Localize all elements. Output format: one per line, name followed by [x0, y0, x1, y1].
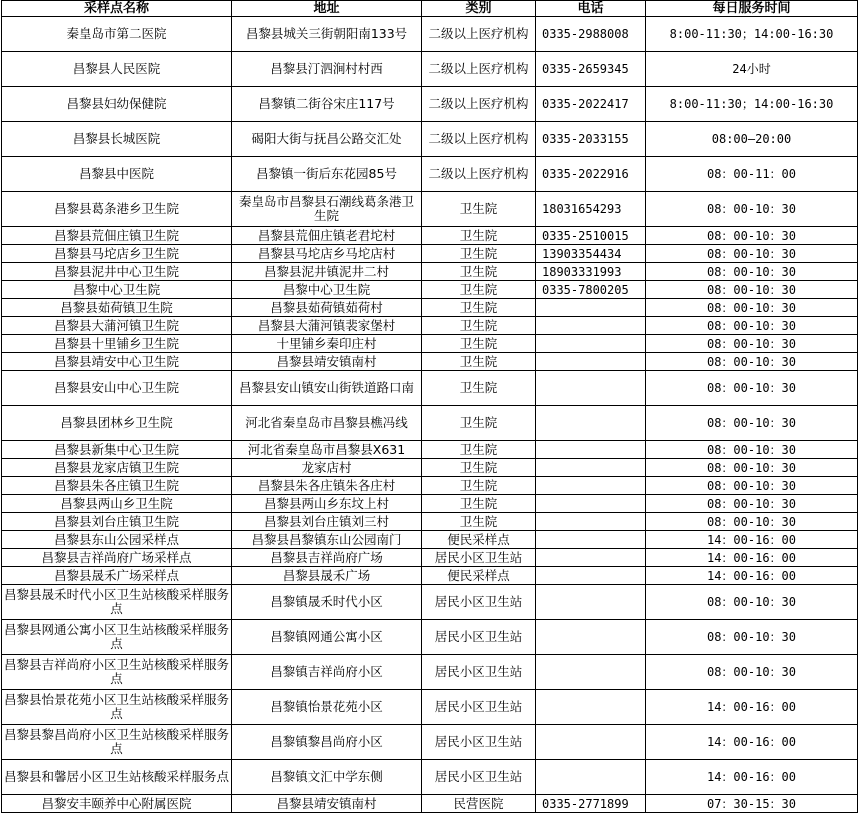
cell-phone: [536, 760, 646, 795]
cell-name: 昌黎县朱各庄镇卫生院: [2, 477, 232, 495]
table-row: [2, 760, 858, 795]
cell-hours: 08：00-10：30: [646, 299, 858, 317]
cell-type: 卫生院: [422, 192, 536, 227]
table-row: [2, 406, 858, 441]
table-row: [2, 263, 858, 281]
cell-hours: 14：00-16：00: [646, 690, 858, 725]
cell-hours: 08：00-11：00: [646, 157, 858, 192]
cell-name: 昌黎县大蒲河镇卫生院: [2, 317, 232, 335]
cell-name: 昌黎县人民医院: [2, 52, 232, 87]
cell-phone: 0335-2988008: [536, 17, 646, 52]
table-row: [2, 335, 858, 353]
cell-name: 昌黎县长城医院: [2, 122, 232, 157]
cell-type: 便民采样点: [422, 567, 536, 585]
cell-phone: [536, 371, 646, 406]
cell-phone: [536, 459, 646, 477]
sampling-sites-table: [1, 0, 858, 813]
cell-phone: [536, 567, 646, 585]
cell-type: 二级以上医疗机构: [422, 52, 536, 87]
cell-address: 昌黎镇一街后东花园85号: [232, 157, 422, 192]
cell-name: 昌黎县茹荷镇卫生院: [2, 299, 232, 317]
cell-phone: 13903354434: [536, 245, 646, 263]
cell-hours: 8:00-11:30；14:00-16:30: [646, 17, 858, 52]
cell-phone: [536, 353, 646, 371]
cell-type: 民营医院: [422, 795, 536, 813]
cell-address: 昌黎县靖安镇南村: [232, 795, 422, 813]
header-row: [2, 1, 858, 17]
cell-phone: [536, 585, 646, 620]
cell-phone: 0335-7800205: [536, 281, 646, 299]
cell-name: 昌黎县十里铺乡卫生院: [2, 335, 232, 353]
cell-address: 秦皇岛市昌黎县石潮线葛条港卫生院: [232, 192, 422, 227]
cell-hours: 08：00-10：30: [646, 655, 858, 690]
cell-hours: 08：00-10：30: [646, 495, 858, 513]
cell-hours: 08:00—20:00: [646, 122, 858, 157]
table-row: [2, 52, 858, 87]
cell-phone: [536, 495, 646, 513]
cell-address: 昌黎县安山镇安山街铁道路口南: [232, 371, 422, 406]
cell-hours: 08：00-10：30: [646, 227, 858, 245]
cell-name: 昌黎县黎昌尚府小区卫生站核酸采样服务点: [2, 725, 232, 760]
cell-address: 昌黎县马坨店乡马坨店村: [232, 245, 422, 263]
cell-address: 昌黎镇网通公寓小区: [232, 620, 422, 655]
cell-type: 二级以上医疗机构: [422, 122, 536, 157]
cell-address: 昌黎县晟禾广场: [232, 567, 422, 585]
cell-type: 卫生院: [422, 441, 536, 459]
table-row: [2, 620, 858, 655]
table-row: [2, 477, 858, 495]
cell-name: 昌黎县两山乡卫生院: [2, 495, 232, 513]
cell-address: 昌黎县泥井镇泥井二村: [232, 263, 422, 281]
header-address: 地址: [232, 1, 422, 17]
cell-hours: 08：00-10：30: [646, 317, 858, 335]
cell-address: 昌黎县荒佃庄镇老君坨村: [232, 227, 422, 245]
cell-name: 昌黎县晟禾时代小区卫生站核酸采样服务点: [2, 585, 232, 620]
cell-hours: 14：00-16：00: [646, 725, 858, 760]
cell-address: 昌黎县汀泗涧村村西: [232, 52, 422, 87]
table-row: [2, 245, 858, 263]
cell-type: 二级以上医疗机构: [422, 17, 536, 52]
cell-name: 昌黎县荒佃庄镇卫生院: [2, 227, 232, 245]
cell-address: 昌黎县朱各庄镇朱各庄村: [232, 477, 422, 495]
cell-name: 昌黎县靖安中心卫生院: [2, 353, 232, 371]
cell-phone: [536, 477, 646, 495]
header-phone: 电话: [536, 1, 646, 17]
cell-address: 昌黎镇二街谷宋庄117号: [232, 87, 422, 122]
cell-type: 卫生院: [422, 371, 536, 406]
cell-hours: 08：00-10：30: [646, 585, 858, 620]
table-row: [2, 441, 858, 459]
cell-type: 卫生院: [422, 227, 536, 245]
cell-type: 居民小区卫生站: [422, 620, 536, 655]
table-row: [2, 192, 858, 227]
cell-address: 河北省秦皇岛市昌黎县樵冯线: [232, 406, 422, 441]
cell-phone: 18031654293: [536, 192, 646, 227]
cell-hours: 08：00-10：30: [646, 335, 858, 353]
cell-type: 居民小区卫生站: [422, 549, 536, 567]
table-row: [2, 495, 858, 513]
cell-name: 昌黎县刘台庄镇卫生院: [2, 513, 232, 531]
header-type: 类别: [422, 1, 536, 17]
cell-name: 昌黎县新集中心卫生院: [2, 441, 232, 459]
cell-type: 卫生院: [422, 353, 536, 371]
cell-address: 昌黎县城关三街朝阳南133号: [232, 17, 422, 52]
cell-address: 昌黎县刘台庄镇刘三村: [232, 513, 422, 531]
cell-type: 居民小区卫生站: [422, 760, 536, 795]
cell-type: 居民小区卫生站: [422, 725, 536, 760]
cell-hours: 14：00-16：00: [646, 567, 858, 585]
cell-address: 昌黎县两山乡东坟上村: [232, 495, 422, 513]
cell-phone: 0335-2022916: [536, 157, 646, 192]
table-row: [2, 459, 858, 477]
table-row: [2, 549, 858, 567]
table-row: [2, 513, 858, 531]
table-row: [2, 531, 858, 549]
cell-hours: 08：00-10：30: [646, 192, 858, 227]
cell-name: 昌黎县晟禾广场采样点: [2, 567, 232, 585]
cell-name: 昌黎县团林乡卫生院: [2, 406, 232, 441]
header-hours: 每日服务时间: [646, 1, 858, 17]
cell-address: 昌黎镇怡景花苑小区: [232, 690, 422, 725]
cell-phone: [536, 299, 646, 317]
cell-address: 昌黎县吉祥尚府广场: [232, 549, 422, 567]
cell-name: 昌黎县龙家店镇卫生院: [2, 459, 232, 477]
cell-hours: 08：00-10：30: [646, 620, 858, 655]
cell-hours: 08：00-10：30: [646, 441, 858, 459]
cell-name: 昌黎县吉祥尚府广场采样点: [2, 549, 232, 567]
cell-address: 河北省秦皇岛市昌黎县X631: [232, 441, 422, 459]
cell-type: 卫生院: [422, 513, 536, 531]
table-row: [2, 87, 858, 122]
cell-phone: 0335-2022417: [536, 87, 646, 122]
cell-type: 居民小区卫生站: [422, 690, 536, 725]
cell-address: 昌黎镇黎昌尚府小区: [232, 725, 422, 760]
cell-phone: 0335-2510015: [536, 227, 646, 245]
table-row: [2, 281, 858, 299]
cell-type: 卫生院: [422, 495, 536, 513]
header-name: 采样点名称: [2, 1, 232, 17]
cell-hours: 08：00-10：30: [646, 263, 858, 281]
table-row: [2, 795, 858, 813]
cell-hours: 08：00-10：30: [646, 513, 858, 531]
table-row: [2, 353, 858, 371]
cell-type: 卫生院: [422, 459, 536, 477]
cell-type: 卫生院: [422, 263, 536, 281]
cell-name: 昌黎县妇幼保健院: [2, 87, 232, 122]
cell-address: 龙家店村: [232, 459, 422, 477]
table-row: [2, 655, 858, 690]
cell-phone: [536, 655, 646, 690]
cell-name: 昌黎县怡景花苑小区卫生站核酸采样服务点: [2, 690, 232, 725]
cell-name: 昌黎县葛条港乡卫生院: [2, 192, 232, 227]
cell-name: 昌黎县安山中心卫生院: [2, 371, 232, 406]
cell-name: 昌黎县吉祥尚府小区卫生站核酸采样服务点: [2, 655, 232, 690]
cell-phone: [536, 620, 646, 655]
cell-type: 二级以上医疗机构: [422, 87, 536, 122]
cell-name: 昌黎县泥井中心卫生院: [2, 263, 232, 281]
cell-phone: 18903331993: [536, 263, 646, 281]
cell-name: 昌黎中心卫生院: [2, 281, 232, 299]
table-row: [2, 317, 858, 335]
cell-address: 昌黎县茹荷镇茹荷村: [232, 299, 422, 317]
table-row: [2, 371, 858, 406]
cell-hours: 07：30-15：30: [646, 795, 858, 813]
table-row: [2, 585, 858, 620]
cell-phone: [536, 531, 646, 549]
cell-name: 昌黎县网通公寓小区卫生站核酸采样服务点: [2, 620, 232, 655]
cell-phone: [536, 406, 646, 441]
cell-name: 昌黎安丰颐养中心附属医院: [2, 795, 232, 813]
cell-phone: 0335-2771899: [536, 795, 646, 813]
cell-name: 昌黎县中医院: [2, 157, 232, 192]
cell-type: 卫生院: [422, 317, 536, 335]
cell-phone: [536, 690, 646, 725]
cell-type: 居民小区卫生站: [422, 585, 536, 620]
cell-type: 卫生院: [422, 245, 536, 263]
cell-name: 秦皇岛市第二医院: [2, 17, 232, 52]
cell-phone: [536, 513, 646, 531]
cell-address: 十里铺乡秦印庄村: [232, 335, 422, 353]
cell-name: 昌黎县马坨店乡卫生院: [2, 245, 232, 263]
cell-hours: 14：00-16：00: [646, 531, 858, 549]
cell-address: 昌黎镇吉祥尚府小区: [232, 655, 422, 690]
cell-hours: 08：00-10：30: [646, 245, 858, 263]
cell-hours: 14：00-16：00: [646, 549, 858, 567]
cell-hours: 24小时: [646, 52, 858, 87]
cell-hours: 08：00-10：30: [646, 353, 858, 371]
cell-type: 居民小区卫生站: [422, 655, 536, 690]
cell-address: 昌黎镇文汇中学东侧: [232, 760, 422, 795]
cell-type: 卫生院: [422, 477, 536, 495]
cell-phone: 0335-2033155: [536, 122, 646, 157]
cell-phone: [536, 725, 646, 760]
cell-hours: 14：00-16：00: [646, 760, 858, 795]
table-row: [2, 227, 858, 245]
table-row: [2, 690, 858, 725]
cell-name: 昌黎县和馨居小区卫生站核酸采样服务点: [2, 760, 232, 795]
cell-phone: 0335-2659345: [536, 52, 646, 87]
table-row: [2, 567, 858, 585]
cell-type: 便民采样点: [422, 531, 536, 549]
cell-hours: 08：00-10：30: [646, 459, 858, 477]
cell-address: 碣阳大街与抚昌公路交汇处: [232, 122, 422, 157]
table-row: [2, 157, 858, 192]
cell-type: 卫生院: [422, 299, 536, 317]
table-row: [2, 725, 858, 760]
cell-name: 昌黎县东山公园采样点: [2, 531, 232, 549]
cell-hours: 08：00-10：30: [646, 281, 858, 299]
cell-type: 卫生院: [422, 335, 536, 353]
table-row: [2, 122, 858, 157]
cell-hours: 8:00-11:30；14:00-16:30: [646, 87, 858, 122]
cell-hours: 08：00-10：30: [646, 406, 858, 441]
table-row: [2, 299, 858, 317]
cell-hours: 08：00-10：30: [646, 371, 858, 406]
cell-address: 昌黎镇晟禾时代小区: [232, 585, 422, 620]
cell-hours: 08：00-10：30: [646, 477, 858, 495]
cell-type: 卫生院: [422, 406, 536, 441]
cell-type: 卫生院: [422, 281, 536, 299]
cell-address: 昌黎县靖安镇南村: [232, 353, 422, 371]
cell-phone: [536, 335, 646, 353]
table-row: [2, 17, 858, 52]
cell-type: 二级以上医疗机构: [422, 157, 536, 192]
cell-address: 昌黎县昌黎镇东山公园南门: [232, 531, 422, 549]
cell-phone: [536, 317, 646, 335]
cell-phone: [536, 441, 646, 459]
cell-address: 昌黎县大蒲河镇裴家堡村: [232, 317, 422, 335]
cell-address: 昌黎中心卫生院: [232, 281, 422, 299]
cell-phone: [536, 549, 646, 567]
